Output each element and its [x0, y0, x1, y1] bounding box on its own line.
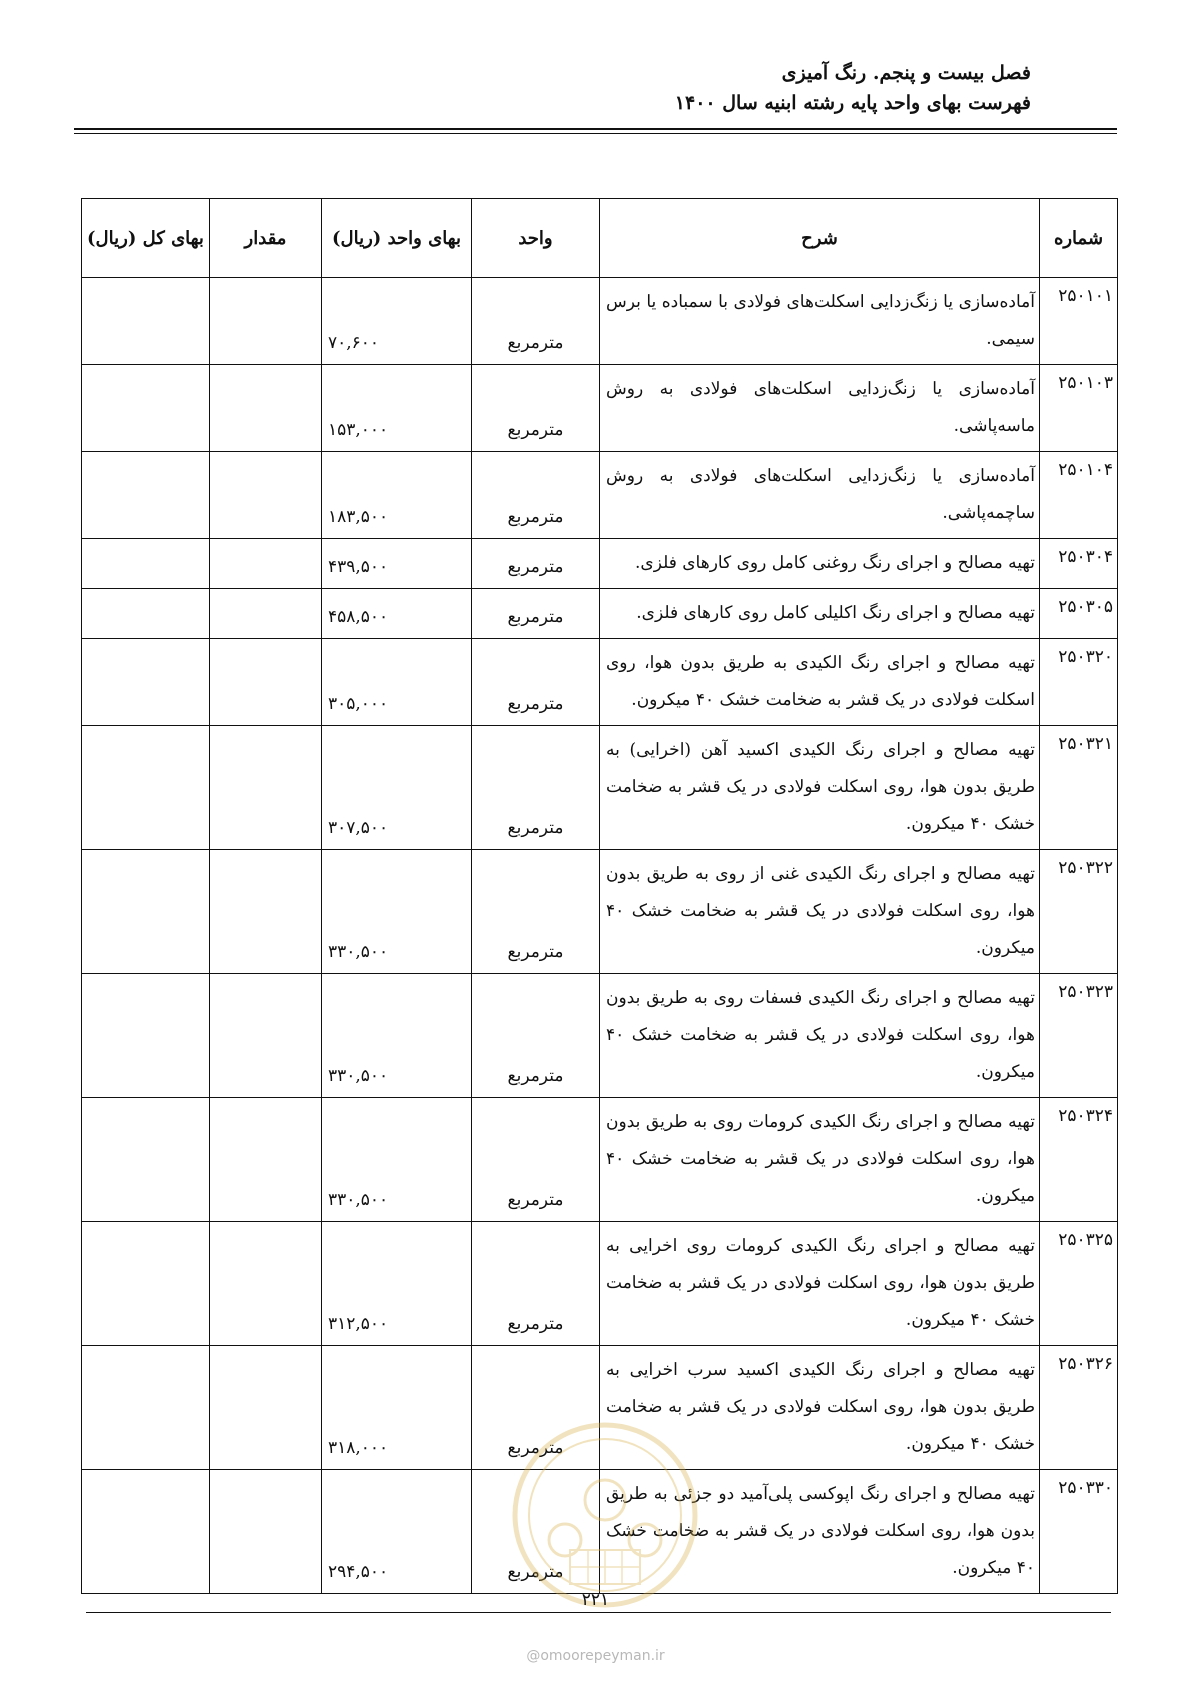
row-description: تهیه مصالح و اجرای رنگ اکلیلی کامل روی کارهای فلزی. — [600, 589, 1040, 639]
row-unit: مترمربع — [472, 365, 600, 452]
table-row — [82, 850, 1118, 974]
row-quantity — [210, 278, 322, 365]
row-quantity — [210, 639, 322, 726]
company-seal-logo — [510, 1420, 700, 1610]
header-quantity: مقدار — [210, 199, 322, 278]
row-unit: مترمربع — [472, 452, 600, 539]
table-row — [82, 539, 1118, 589]
row-description: تهیه مصالح و اجرای رنگ الکیدی اکسید سرب اخرایی به طریق بدون هوا، روی اسکلت فولادی در یک قشر به ضخامت خشک ۴۰ میکرون. — [600, 1346, 1040, 1470]
header-total-price: بهای کل (ریال) — [82, 199, 210, 278]
chapter-title: فصل بیست و پنجم. رنگ آمیزی — [781, 62, 1031, 84]
row-code: ۲۵۰۱۰۱ — [1040, 278, 1118, 365]
row-unit-price: ۱۸۳,۵۰۰ — [322, 452, 472, 539]
row-description: تهیه مصالح و اجرای رنگ روغنی کامل روی کارهای فلزی. — [600, 539, 1040, 589]
row-code: ۲۵۰۳۲۵ — [1040, 1222, 1118, 1346]
row-description: آماده‌سازی یا زنگ‌زدایی اسکلت‌های فولادی با سمباده یا برس سیمی. — [600, 278, 1040, 365]
table-row — [82, 589, 1118, 639]
row-unit-price: ۳۱۸,۰۰۰ — [322, 1346, 472, 1470]
row-code: ۲۵۰۳۰۵ — [1040, 589, 1118, 639]
row-quantity — [210, 539, 322, 589]
row-description: تهیه مصالح و اجرای رنگ الکیدی اکسید آهن (اخرایی) به طریق بدون هوا، روی اسکلت فولادی در یک قشر به ضخامت خشک ۴۰ میکرون. — [600, 726, 1040, 850]
row-total-price — [82, 974, 210, 1098]
row-unit: مترمربع — [472, 850, 600, 974]
row-code: ۲۵۰۳۲۲ — [1040, 850, 1118, 974]
header-unit-price: بهای واحد (ریال) — [322, 199, 472, 278]
row-code: ۲۵۰۳۲۱ — [1040, 726, 1118, 850]
row-unit-price: ۱۵۳,۰۰۰ — [322, 365, 472, 452]
row-unit-price: ۴۵۸,۵۰۰ — [322, 589, 472, 639]
row-unit-price: ۳۰۵,۰۰۰ — [322, 639, 472, 726]
row-code: ۲۵۰۱۰۳ — [1040, 365, 1118, 452]
row-unit: مترمربع — [472, 278, 600, 365]
price-table — [81, 198, 1118, 1594]
row-total-price — [82, 278, 210, 365]
row-code: ۲۵۰۳۲۶ — [1040, 1346, 1118, 1470]
table-row — [82, 452, 1118, 539]
table-row — [82, 639, 1118, 726]
row-description: آماده‌سازی یا زنگ‌زدایی اسکلت‌های فولادی به روش ساچمه‌پاشی. — [600, 452, 1040, 539]
row-description: تهیه مصالح و اجرای رنگ الکیدی کرومات روی اخرایی به طریق بدون هوا، روی اسکلت فولادی در یک قشر به ضخامت خشک ۴۰ میکرون. — [600, 1222, 1040, 1346]
row-unit: مترمربع — [472, 726, 600, 850]
row-unit-price: ۳۰۷,۵۰۰ — [322, 726, 472, 850]
table-row — [82, 726, 1118, 850]
row-description: تهیه مصالح و اجرای رنگ اپوکسی پلی‌آمید دو جزئی به طریق بدون هوا، روی اسکلت فولادی در یک قشر به ضخامت خشک ۴۰ میکرون. — [600, 1470, 1040, 1594]
row-unit: مترمربع — [472, 974, 600, 1098]
row-code: ۲۵۰۳۰۴ — [1040, 539, 1118, 589]
row-code: ۲۵۰۳۲۴ — [1040, 1098, 1118, 1222]
row-description: تهیه مصالح و اجرای رنگ الکیدی فسفات روی به طریق بدون هوا، روی اسکلت فولادی در یک قشر به ضخامت خشک ۴۰ میکرون. — [600, 974, 1040, 1098]
row-unit-price: ۳۳۰,۵۰۰ — [322, 1098, 472, 1222]
table-header-row — [82, 199, 1118, 278]
row-total-price — [82, 1098, 210, 1222]
row-unit: مترمربع — [472, 1470, 600, 1594]
row-description: تهیه مصالح و اجرای رنگ الکیدی کرومات روی به طریق بدون هوا، روی اسکلت فولادی در یک قشر به ضخامت خشک ۴۰ میکرون. — [600, 1098, 1040, 1222]
page-header — [675, 58, 1031, 118]
row-total-price — [82, 365, 210, 452]
row-description: تهیه مصالح و اجرای رنگ الکیدی به طریق بدون هوا، روی اسکلت فولادی در یک قشر به ضخامت خشک ۴۰ میکرون. — [600, 639, 1040, 726]
row-total-price — [82, 639, 210, 726]
row-quantity — [210, 1346, 322, 1470]
row-unit-price: ۷۰,۶۰۰ — [322, 278, 472, 365]
row-total-price — [82, 1222, 210, 1346]
row-total-price — [82, 1346, 210, 1470]
row-unit: مترمربع — [472, 1222, 600, 1346]
row-code: ۲۵۰۱۰۴ — [1040, 452, 1118, 539]
row-total-price — [82, 726, 210, 850]
row-unit: مترمربع — [472, 639, 600, 726]
row-unit-price: ۲۹۴,۵۰۰ — [322, 1470, 472, 1594]
row-unit: مترمربع — [472, 589, 600, 639]
row-quantity — [210, 1222, 322, 1346]
row-code: ۲۵۰۳۲۳ — [1040, 974, 1118, 1098]
table-row — [82, 1098, 1118, 1222]
row-total-price — [82, 452, 210, 539]
row-quantity — [210, 1470, 322, 1594]
row-code: ۲۵۰۳۳۰ — [1040, 1470, 1118, 1594]
table-row — [82, 1222, 1118, 1346]
row-quantity — [210, 365, 322, 452]
table-row — [82, 278, 1118, 365]
row-description: تهیه مصالح و اجرای رنگ الکیدی غنی از روی به طریق بدون هوا، روی اسکلت فولادی در یک قشر به ضخامت خشک ۴۰ میکرون. — [600, 850, 1040, 974]
row-unit-price: ۳۱۲,۵۰۰ — [322, 1222, 472, 1346]
row-unit-price: ۳۳۰,۵۰۰ — [322, 974, 472, 1098]
row-unit-price: ۳۳۰,۵۰۰ — [322, 850, 472, 974]
row-unit: مترمربع — [472, 1098, 600, 1222]
footer-rule — [86, 1612, 1111, 1613]
row-total-price — [82, 850, 210, 974]
header-code: شماره — [1040, 199, 1118, 278]
page-number: ۲۲۱ — [581, 1590, 610, 1610]
table-row — [82, 974, 1118, 1098]
row-quantity — [210, 974, 322, 1098]
row-total-price — [82, 589, 210, 639]
row-code: ۲۵۰۳۲۰ — [1040, 639, 1118, 726]
row-unit: مترمربع — [472, 539, 600, 589]
header-rule-thick — [74, 128, 1117, 130]
document-title: فهرست بهای واحد پایه رشته ابنیه سال ۱۴۰۰ — [674, 92, 1031, 114]
site-watermark: @omoorepeyman.ir — [526, 1648, 665, 1664]
row-unit: مترمربع — [472, 1346, 600, 1470]
row-quantity — [210, 589, 322, 639]
row-quantity — [210, 726, 322, 850]
header-unit: واحد — [472, 199, 600, 278]
row-quantity — [210, 850, 322, 974]
header-rule-thin — [74, 133, 1117, 134]
row-total-price — [82, 1470, 210, 1594]
row-total-price — [82, 539, 210, 589]
row-quantity — [210, 452, 322, 539]
row-description: آماده‌سازی یا زنگ‌زدایی اسکلت‌های فولادی به روش ماسه‌پاشی. — [600, 365, 1040, 452]
table-row — [82, 365, 1118, 452]
row-unit-price: ۴۳۹,۵۰۰ — [322, 539, 472, 589]
row-quantity — [210, 1098, 322, 1222]
header-description: شرح — [600, 199, 1040, 278]
